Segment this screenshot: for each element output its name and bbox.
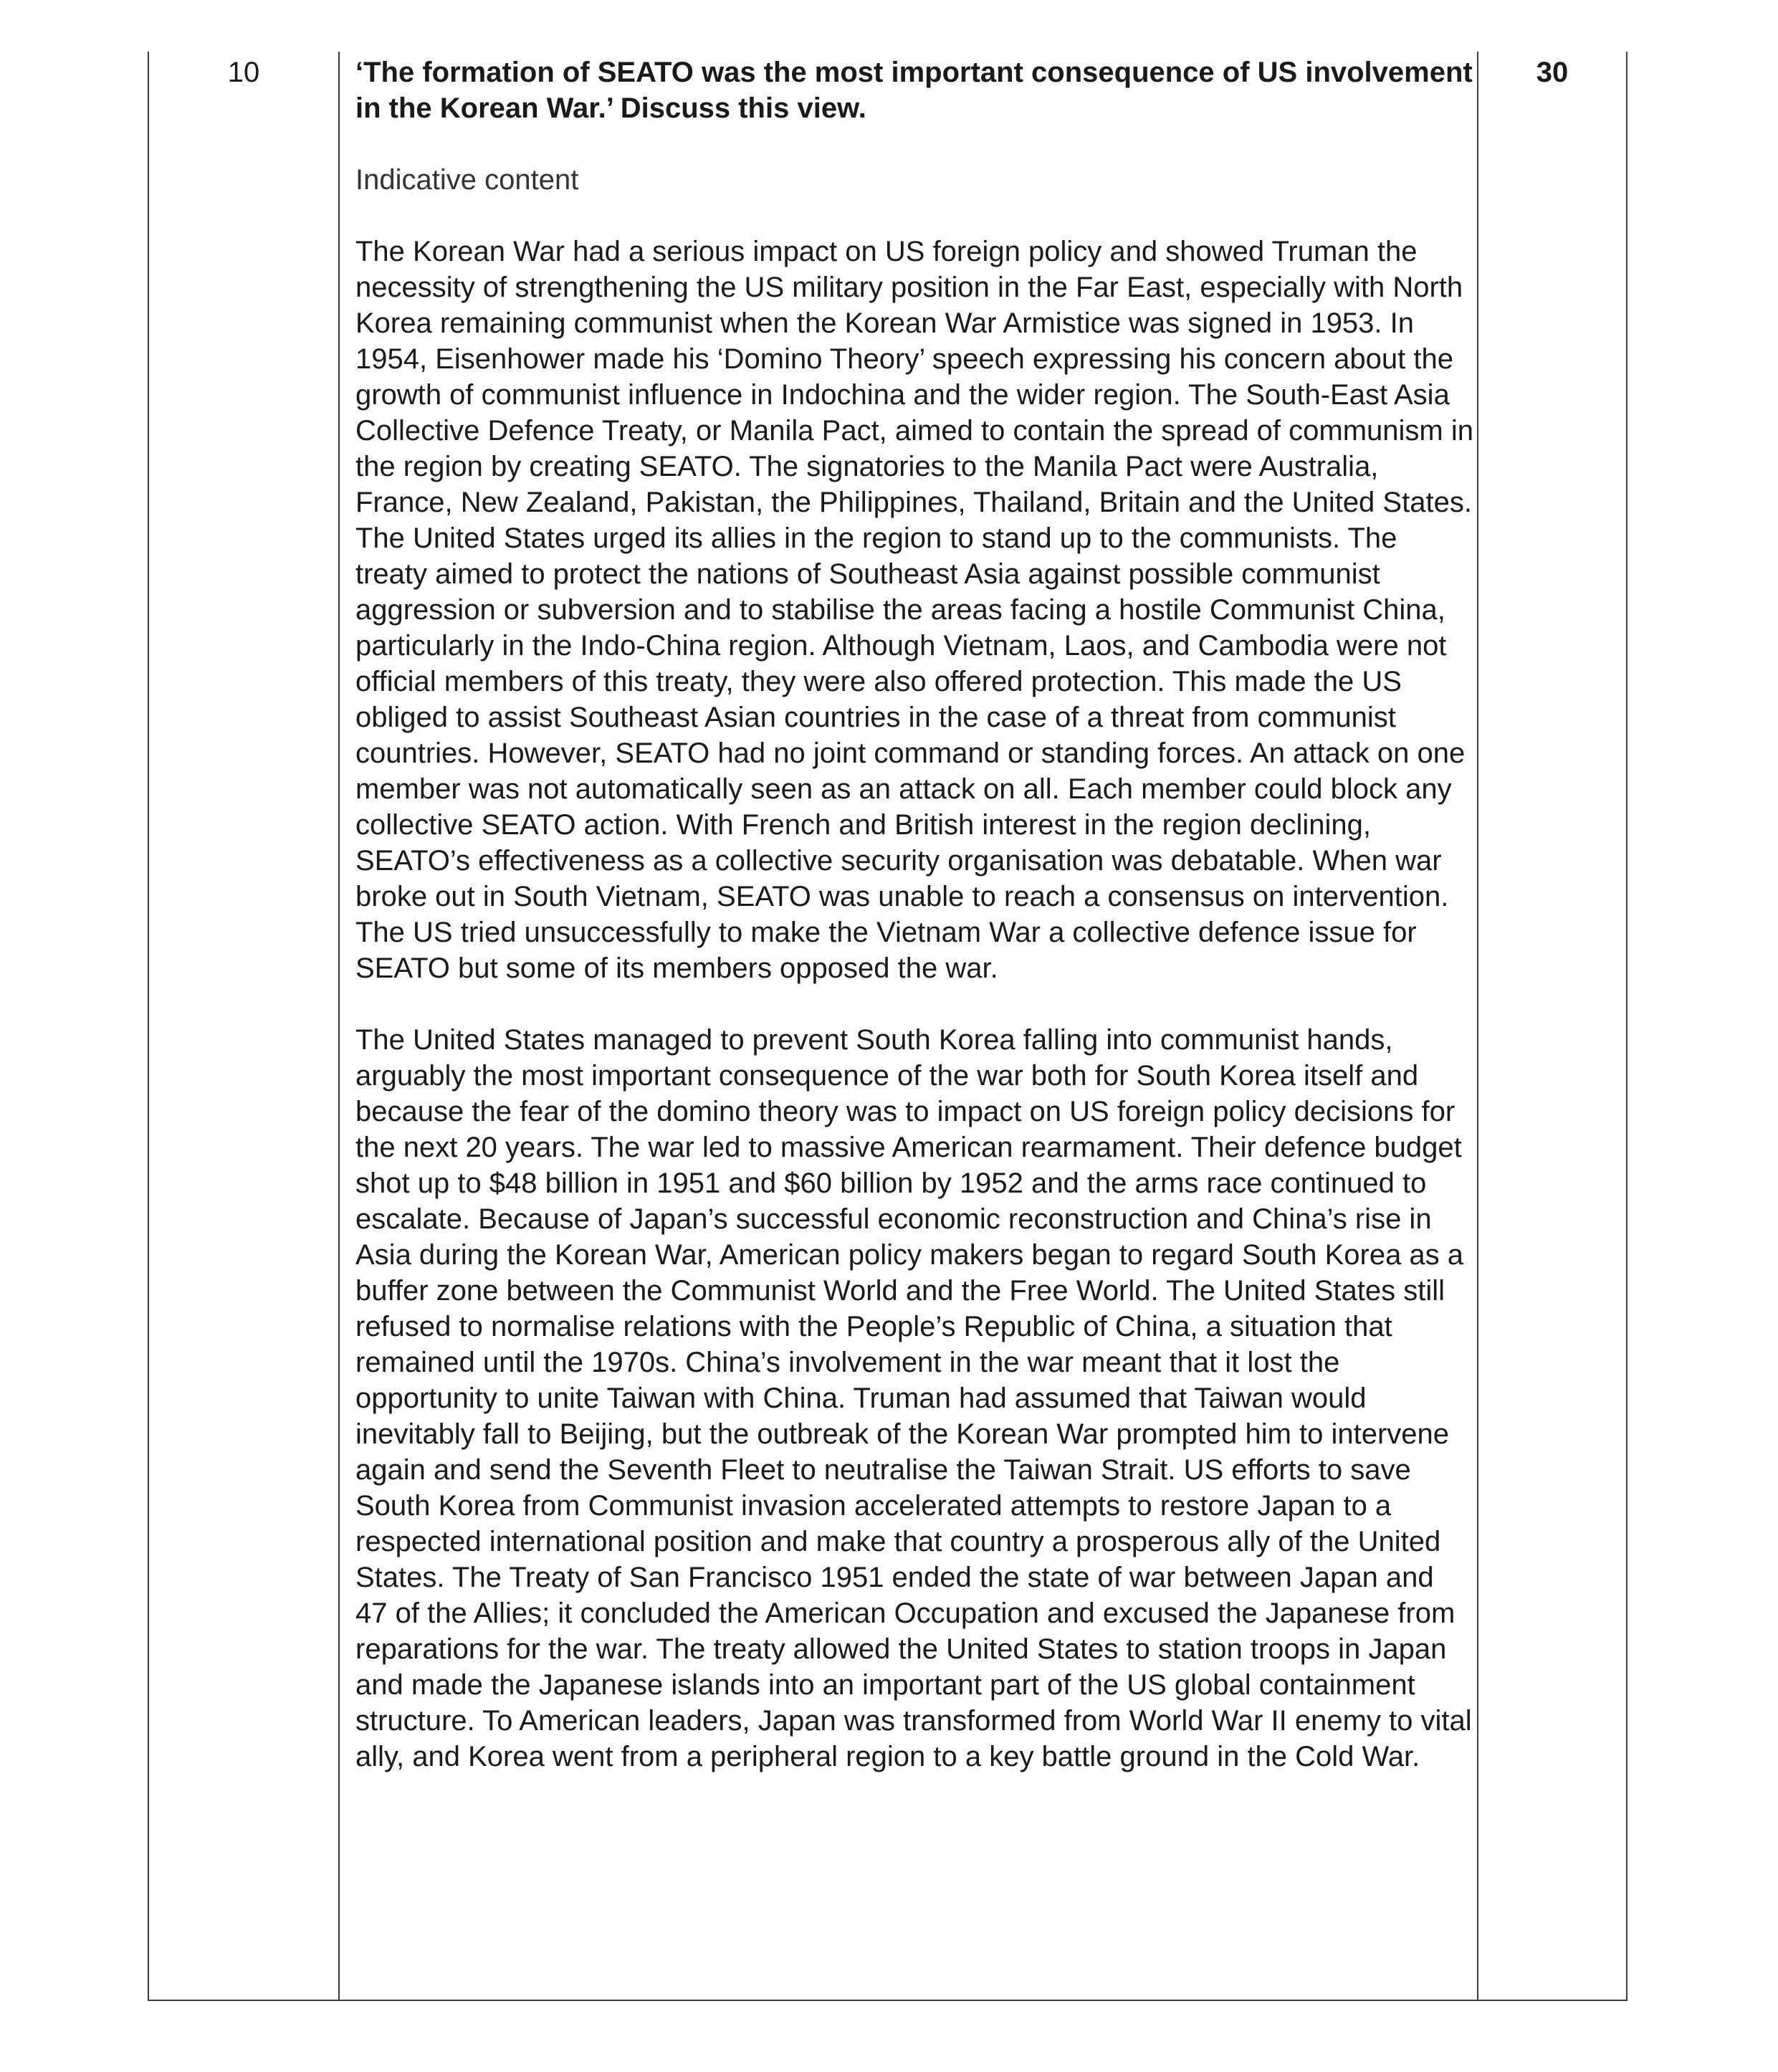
marks-value: 30 [1536, 57, 1569, 88]
paragraph-consequences: The United States managed to prevent South Korea falling into communist hands, arguably the most important consequence of the war both for South Korea itself and because the fear of the domino theory was to impact on US foreign policy decisions for the next 20 years. The war led to massive American rearmament. Their defence budget shot up to $48 billion in 1951 and $60 billion by 1952 and the arms race continued to escalate. Because of Japan’s successful economic reconstruction and China’s rise in Asia during the Korean War, American policy makers began to regard South Korea as a buffer zone between the Communist World and the Free World. The United States still refused to normalise relations with the People’s Republic of China, a situation that remained until the 1970s. China’s involvement in the war meant that it lost the opportunity to unite Taiwan with China. Truman had assumed that Taiwan would inevitably fall to Beijing, but the outbreak of the Korean War prompted him to intervene again and send the Seventh Fleet to neutralise the Taiwan Strait. US efforts to save South Korea from Communist invasion accelerated attempts to restore Japan to a respected international position and make that country a prosperous ally of the United States. The Treaty of San Francisco 1951 ended the state of war between Japan and 47 of the Allies; it concluded the American Occupation and excused the Japanese from reparations for the war. The treaty allowed the United States to station troops in Japan and made the Japanese islands into an important part of the US global containment structure. To American leaders, Japan was transformed from World War II enemy to vital ally, and Korea went from a peripheral region to a key battle ground in the Cold War. [355, 1024, 1472, 1772]
mark-scheme-table [148, 52, 1628, 2001]
question-number: 10 [227, 57, 260, 88]
column-divider [338, 52, 340, 2000]
question-text: ‘The formation of SEATO was the most important consequence of US involvement in the Korean War.’ Discuss this view. [355, 57, 1473, 124]
column-divider [1477, 52, 1478, 2000]
paragraph-seato: The Korean War had a serious impact on US foreign policy and showed Truman the necessity of strengthening the US military position in the Far East, especially with North Korea remaining communist when the Korean War Armistice was signed in 1953. In 1954, Eisenhower made his ‘Domino Theory’ speech expressing his concern about the growth of communist influence in Indochina and the wider region. The South-East Asia Collective Defence Treaty, or Manila Pact, aimed to contain the spread of communism in the region by creating SEATO. The signatories to the Manila Pact were Australia, France, New Zealand, Pakistan, the Philippines, Thailand, Britain and the United States. The United States urged its allies in the region to stand up to the communists. The treaty aimed to protect the nations of Southeast Asia against possible communist aggression or subversion and to stabilise the areas facing a hostile Communist China, particularly in the Indo-China region. Although Vietnam, Laos, and Cambodia were not official members of this treaty, they were also offered protection. This made the US obliged to assist Southeast Asian countries in the case of a threat from communist countries. However, SEATO had no joint command or standing forces. An attack on one member was not automatically seen as an attack on all. Each member could block any collective SEATO action. With French and British interest in the region declining, SEATO’s effectiveness as a collective security organisation was debatable. When war broke out in South Vietnam, SEATO was unable to reach a consensus on intervention. The US tried unsuccessfully to make the Vietnam War a collective defence issue for SEATO but some of its members opposed the war. [355, 236, 1473, 984]
indicative-content-heading: Indicative content [355, 164, 579, 196]
answer-cell [355, 54, 1473, 1775]
